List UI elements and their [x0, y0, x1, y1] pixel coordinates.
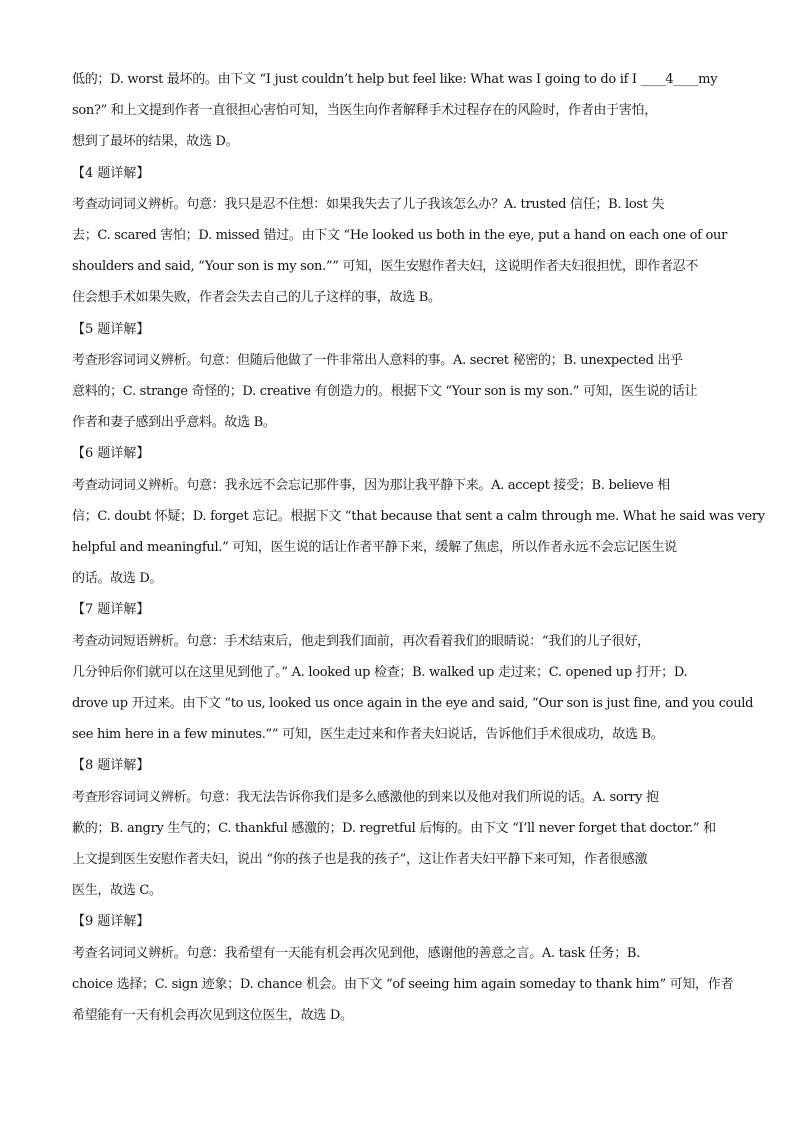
question-7-heading: 【7 题详解】 [72, 602, 150, 618]
text-line: 考查形容词词义辨析。句意：我无法告诉你我们是多么感激他的到来以及他对我们所说的话。A. sorry 抱 [72, 789, 659, 805]
text-line: 的话。故选 D。 [72, 571, 163, 587]
question-9-heading: 【9 题详解】 [72, 914, 150, 930]
question-5-explanation [72, 345, 722, 439]
text-line: 上文提到医生安慰作者夫妇，说出 “你的孩子也是我的孩子”，这让作者夫妇平静下来可知，作者很感激 [72, 852, 648, 868]
text-line: 意料的；C. strange 奇怪的；D. creative 有创造力的。根据下文 “Your son is my son.” 可知，医生说的话让 [72, 384, 698, 400]
text-line: 希望能有一天有机会再次见到这位医生，故选 D。 [72, 1008, 353, 1024]
text-line: 医生，故选 C。 [72, 883, 162, 899]
question-4-heading: 【4 题详解】 [72, 165, 150, 181]
text-line: helpful and meaningful.” 可知，医生说的话让作者平静下来，缓解了焦虑，所以作者永远不会忘记医生说 [72, 540, 677, 556]
text-line: 信；C. doubt 怀疑；D. forget 忘记。根据下文 “that because that sent a calm through me. What he said was very [72, 508, 765, 524]
text-line: choice 选择；C. sign 迹象；D. chance 机会。由下文 “of seeing him again someday to thank him” 可知，作者 [72, 976, 734, 992]
question-6-heading: 【6 题详解】 [72, 446, 150, 462]
text-line: 考查名词词义辨析。句意：我希望有一天能有机会再次见到他，感谢他的善意之言。A. task 任务；B. [72, 945, 640, 961]
text-line: 作者和妻子感到出乎意料。故选 B。 [72, 415, 276, 431]
question-6-explanation [72, 470, 765, 595]
text-line: 歉的；B. angry 生气的；C. thankful 感激的；D. regretful 后悔的。由下文 “I’ll never forget that doctor.” 和 [72, 820, 716, 836]
paragraph-3-explanation-tail [72, 64, 722, 158]
question-9-explanation [72, 938, 734, 1032]
text-line: 考查动词短语辨析。句意：手术结束后，他走到我们面前，再次看着我们的眼睛说：“我们的儿子很好， [72, 633, 650, 649]
text-line: 低的；D. worst 最坏的。由下文 “I just couldn’t help but feel like: What was I going to do if I ____4____my [72, 72, 718, 87]
question-8-explanation [72, 782, 722, 907]
text-line: 想到了最坏的结果，故选 D。 [72, 134, 239, 150]
question-5-heading: 【5 题详解】 [72, 321, 150, 337]
text-line: 考查动词词义辨析。句意：我永远不会忘记那件事，因为那让我平静下来。A. accept 接受；B. believe 相 [72, 477, 670, 493]
question-4-explanation [72, 189, 727, 314]
question-8-heading: 【8 题详解】 [72, 758, 150, 774]
text-line: 去；C. scared 害怕；D. missed 错过。由下文 “He looked us both in the eye, put a hand on each one of our [72, 228, 727, 244]
text-line: 考查形容词词义辨析。句意：但随后他做了一件非常出人意料的事。A. secret 秘密的；B. unexpected 出乎 [72, 352, 683, 368]
text-line: son?” 和上文提到作者一直很担心害怕可知，当医生向作者解释手术过程存在的风险时，作者由于害怕， [72, 103, 657, 119]
text-line: drove up 开过来。由下文 “to us, looked us once again in the eye and said, “Our son is just fine, and you could [72, 696, 754, 712]
text-line: see him here in a few minutes.”” 可知，医生走过来和作者夫妇说话，告诉他们手术很成功，故选 B。 [72, 727, 664, 743]
text-line: 几分钟后你们就可以在这里见到他了。” A. looked up 检查；B. walked up 走过来；C. opened up 打开；D. [72, 664, 688, 680]
text-line: 考查动词词义辨析。句意：我只是忍不住想：如果我失去了儿子我该怎么办？A. trusted 信任；B. lost 失 [72, 196, 665, 212]
text-line: shoulders and said, “Your son is my son.”” 可知，医生安慰作者夫妇，这说明作者夫妇很担忧，即作者忍不 [72, 259, 699, 275]
text-line: 住会想手术如果失败，作者会失去自己的儿子这样的事，故选 B。 [72, 290, 441, 306]
question-7-explanation [72, 626, 754, 751]
